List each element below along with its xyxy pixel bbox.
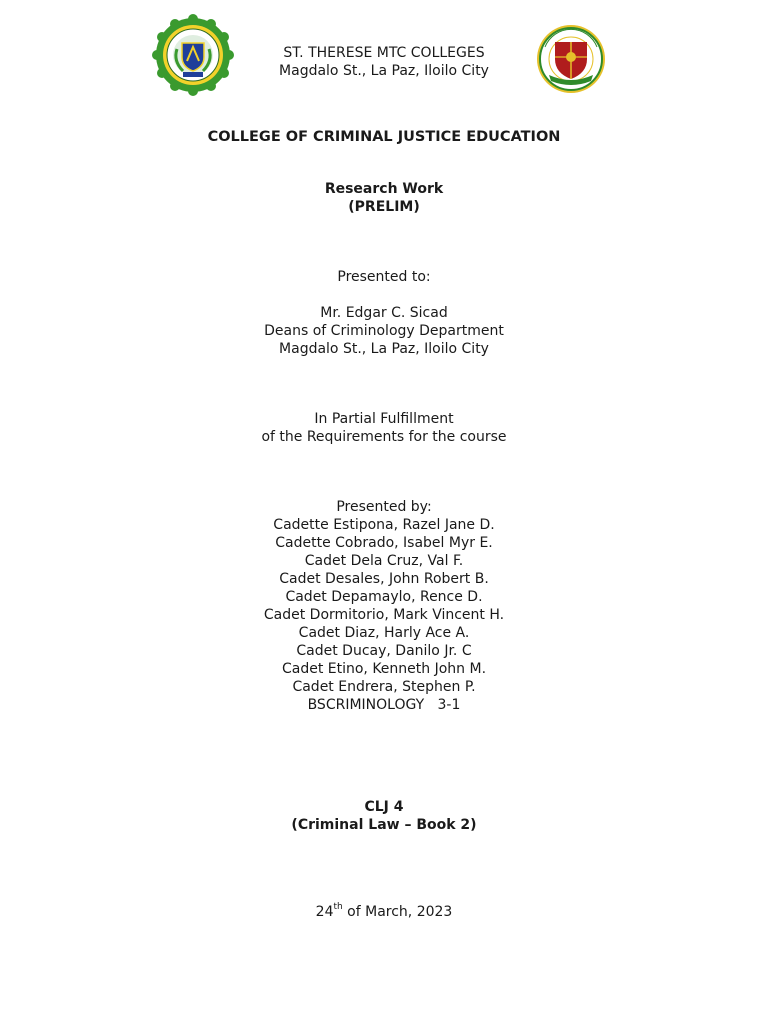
work-term: (PRELIM) [348,199,420,215]
presented-by-block [0,498,768,714]
member-name: Cadette Estipona, Razel Jane D. [273,517,495,533]
fulfillment-line-2: of the Requirements for the course [261,429,507,445]
presented-by-label: Presented by: [336,499,432,515]
member-name: Cadette Cobrado, Isabel Myr E. [275,535,493,551]
presented-to-label-block [0,268,768,286]
date-block [0,903,768,921]
presented-to-label: Presented to: [337,269,431,285]
work-title: Research Work [324,181,444,197]
member-name: Cadet Ducay, Danilo Jr. C [296,643,472,659]
member-name: Cadet Dela Cruz, Val F. [304,553,464,569]
work-block [0,180,768,216]
recipient-name: Mr. Edgar C. Sicad [320,305,448,321]
school-address: Magdalo St., La Paz, Iloilo City [279,63,489,79]
fulfillment-line-1: In Partial Fulfillment [314,411,454,427]
course-block [0,798,768,834]
college-name: COLLEGE OF CRIMINAL JUSTICE EDUCATION [207,129,561,145]
course-code: CLJ 4 [364,799,404,815]
member-name: Cadet Desales, John Robert B. [279,571,489,587]
member-name: Cadet Diaz, Harly Ace A. [298,625,470,641]
member-name: Cadet Dormitorio, Mark Vincent H. [263,607,505,623]
recipient-position: Deans of Criminology Department [264,323,504,339]
date-rest: of March, 2023 [342,904,453,920]
submission-date [0,903,768,921]
college-block [0,128,768,146]
date-day: 24 [315,904,334,920]
member-name: Cadet Etino, Kenneth John M. [281,661,487,677]
recipient-address: Magdalo St., La Paz, Iloilo City [279,341,489,357]
school-name: ST. THERESE MTC COLLEGES [283,45,485,61]
header-block [0,44,768,80]
course-name: (Criminal Law – Book 2) [291,817,477,833]
presented-to-block [0,304,768,358]
fulfillment-block [0,410,768,446]
section-label: BSCRIMINOLOGY 3-1 [307,697,461,713]
member-name: Cadet Endrera, Stephen P. [292,679,476,695]
member-name: Cadet Depamaylo, Rence D. [285,589,483,605]
date-suffix: th [333,902,343,913]
